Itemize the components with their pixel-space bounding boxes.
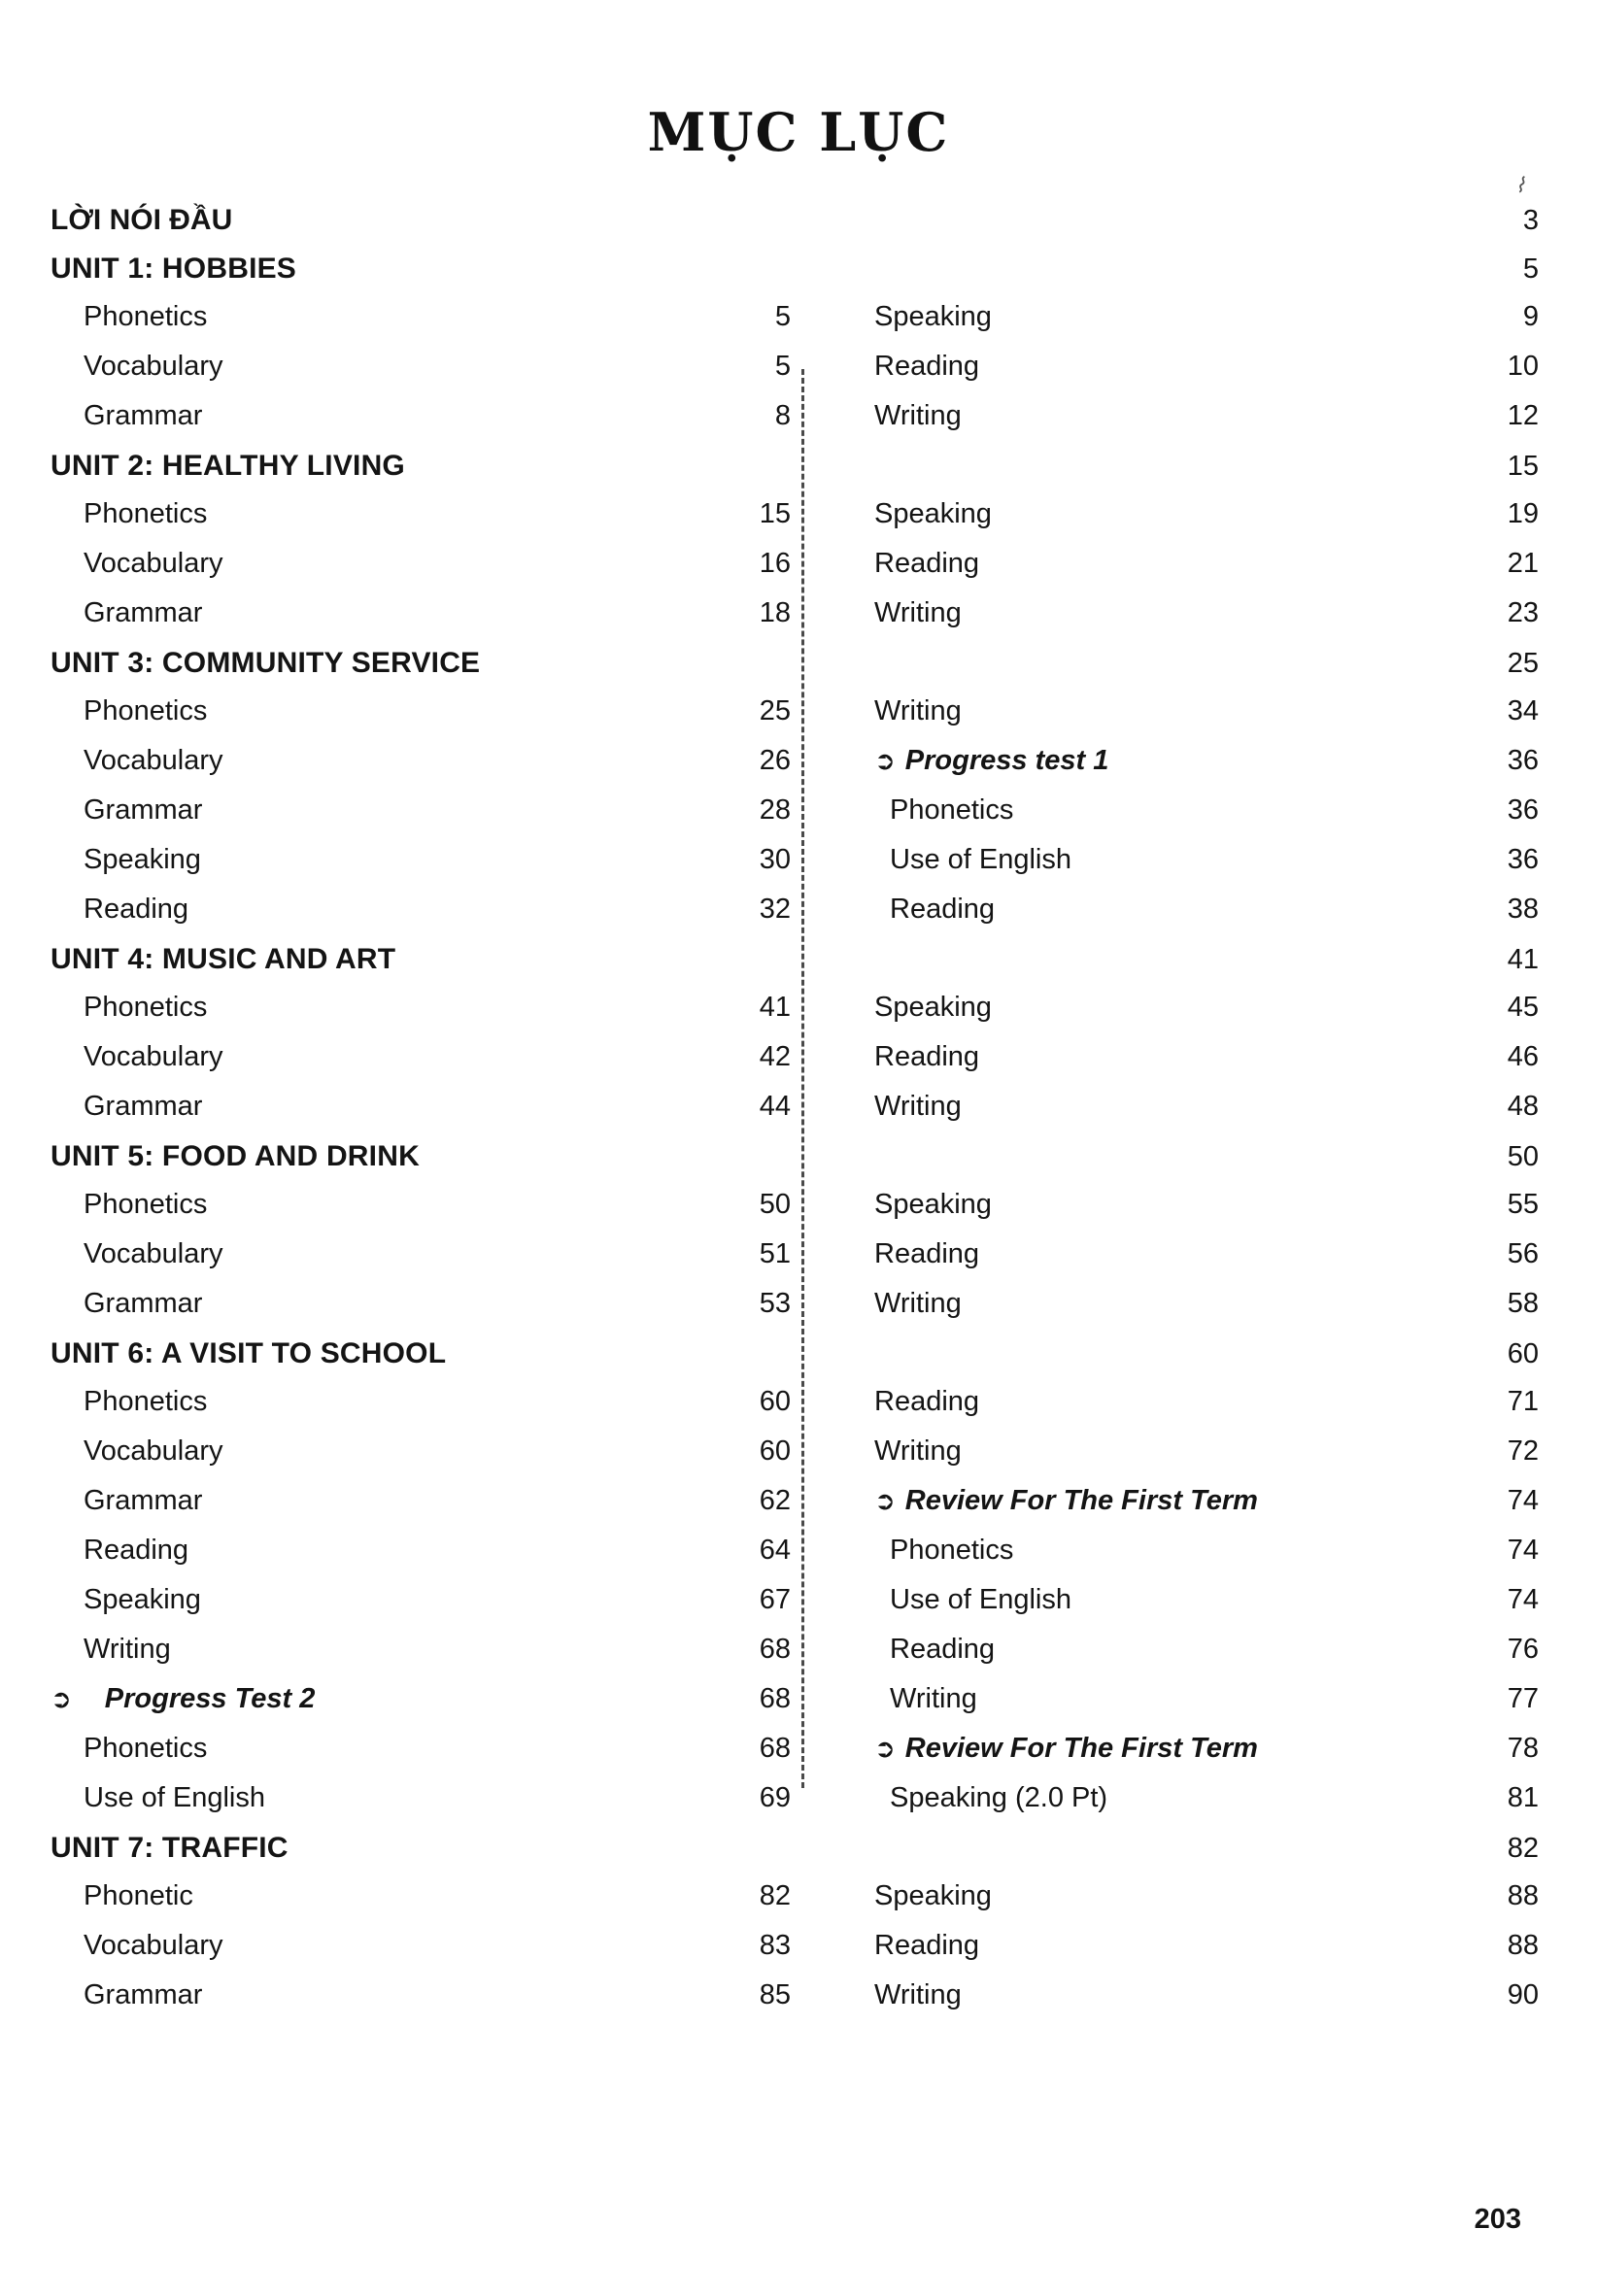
page-title: MỤC LỤC [647,101,950,163]
toc-entry-label[interactable]: Phonetics [84,301,208,332]
toc-entry-label[interactable]: Speaking [874,1880,992,1911]
toc-entry-page-right: 88 [1507,1880,1539,1911]
toc-row-left [51,1339,798,1368]
bullet-arrow-icon: ➲ [51,1684,72,1713]
bullet-arrow-icon: ➲ [874,1486,896,1515]
toc-entry-label[interactable]: Speaking [84,1584,201,1615]
toc-entry-page-right: 9 [1522,301,1539,332]
toc-entry-label[interactable]: Writing [874,695,962,726]
toc-row [51,1636,1539,1664]
toc-entry-page-left: 28 [759,794,791,826]
toc-entry-label[interactable]: Use of English [890,844,1071,875]
toc-row-left [51,353,798,381]
toc-entry-label[interactable]: Phonetics [84,695,208,726]
toc-entry-label[interactable]: Phonetics [84,1733,208,1764]
toc-row [51,895,1539,924]
toc-row-left [51,895,798,924]
toc-row [51,1834,1539,1863]
toc-entry-label[interactable]: Phonetics [890,794,1014,826]
toc-row-right [798,1586,1539,1614]
toc-entry-label[interactable]: Reading [874,351,980,382]
toc-row-left [51,994,798,1022]
toc-row-right [798,1932,1539,1960]
toc-entry-page-left: 68 [759,1683,791,1714]
toc-row-left [51,747,798,775]
toc-row-right [798,946,1539,974]
toc-entry-page-right: 72 [1507,1435,1539,1467]
toc-row-right [798,550,1539,578]
toc-entry-page-left: 67 [759,1584,791,1615]
toc-entry-label[interactable]: Speaking [84,844,201,875]
toc-row-right [798,1093,1539,1121]
toc-row [51,1240,1539,1268]
toc-entry-page-left: 83 [759,1930,791,1961]
toc-row-right [798,1735,1539,1763]
toc-entry-page-left: 60 [759,1435,791,1467]
toc-row-left [51,945,798,974]
toc-row-left [51,1586,798,1614]
toc-entry-label[interactable]: Phonetics [84,1189,208,1220]
toc-unit-heading[interactable]: UNIT 1: HOBBIES [51,253,297,285]
toc-entry-label[interactable]: Phonetics [84,1386,208,1417]
toc-unit-heading[interactable]: LỜI NÓI ĐẦU [51,204,233,236]
toc-row-left [51,649,798,678]
toc-row [51,1784,1539,1812]
toc-entry-page-right: 12 [1507,400,1539,431]
toc-unit-heading[interactable]: UNIT 4: MUSIC AND ART [51,943,396,975]
toc-row-right [798,1388,1539,1416]
toc-entry-page-left: 62 [759,1485,791,1516]
toc-row [51,1339,1539,1368]
toc-entry-label[interactable]: Grammar [84,1288,203,1319]
toc-entry-page-right: 23 [1507,597,1539,628]
toc-entry-label[interactable]: Phonetics [84,992,208,1023]
toc-entry-page-left: 42 [759,1041,791,1072]
toc-row-right [798,1143,1539,1171]
toc-entry-label[interactable]: Reading [874,1238,980,1269]
toc-entry-label[interactable]: Grammar [84,794,203,826]
toc-row-right [798,895,1539,924]
toc-entry-label[interactable]: Vocabulary [84,351,223,382]
toc-row-right [798,303,1539,331]
toc-row-right [798,1536,1539,1565]
toc-row-right [798,255,1539,284]
toc-unit-heading[interactable]: UNIT 2: HEALTHY LIVING [51,450,405,482]
toc-entry-page-right: 36 [1507,844,1539,875]
toc-entry-page-right: 77 [1507,1683,1539,1714]
toc-row-left [51,1784,798,1812]
toc-entry-page-left: 68 [759,1634,791,1665]
toc-row-left [51,206,798,235]
toc-entry-label[interactable]: Grammar [84,597,203,628]
toc-row-left [51,1636,798,1664]
toc-row [51,1882,1539,1910]
toc-entry-label[interactable]: Vocabulary [84,745,223,776]
toc-entry-page-left: 18 [759,597,791,628]
toc-row-left [51,1043,798,1071]
toc-entry-page-left: 26 [759,745,791,776]
toc-entry-label[interactable]: Reading [874,1386,980,1417]
toc-entry-label[interactable]: Reading [874,1041,980,1072]
toc-row [51,796,1539,825]
toc-entry-page-left: 41 [759,992,791,1023]
toc-row-right [798,1043,1539,1071]
toc-row-right [798,1636,1539,1664]
toc-entry-label[interactable]: Vocabulary [84,1041,223,1072]
toc-entry-page-right: 36 [1507,794,1539,826]
toc-row-left [51,500,798,528]
toc-entry-page-right: 46 [1507,1041,1539,1072]
toc-row-left [51,1191,798,1219]
toc-entry-page-right: 36 [1507,745,1539,776]
toc-entry-label[interactable]: Writing [874,597,962,628]
stray-pen-mark: ⌇ [1512,171,1531,199]
toc-row-right [798,453,1539,481]
toc-row [51,1043,1539,1071]
toc-entry-page-left: 25 [759,695,791,726]
toc-entry-label[interactable]: Speaking [874,498,992,529]
toc-entry-page-right: 25 [1507,648,1539,679]
toc-row-right [798,1882,1539,1910]
toc-entry-page-left: 15 [759,498,791,529]
toc-row [51,994,1539,1022]
toc-row [51,1487,1539,1515]
toc-row [51,1536,1539,1565]
toc-unit-heading[interactable]: UNIT 6: A VISIT TO SCHOOL [51,1337,447,1369]
toc-row [51,1932,1539,1960]
toc-row-left [51,1735,798,1763]
toc-entry-page-right: 76 [1507,1634,1539,1665]
toc-entry-label[interactable]: Writing [874,1979,962,2010]
toc-entry-page-right: 78 [1507,1733,1539,1764]
bullet-arrow-icon: ➲ [874,746,896,775]
toc-row [51,1093,1539,1121]
toc-row-left [51,452,798,481]
toc-entry-page-right: 34 [1507,695,1539,726]
toc-row [51,1388,1539,1416]
toc-entry-page-right: 71 [1507,1386,1539,1417]
toc-entry-page-right: 45 [1507,992,1539,1023]
toc-row-left [51,1093,798,1121]
footer-page-number: 203 [1474,2204,1521,2235]
toc-entry-label[interactable]: Reading [890,894,996,925]
toc-entry-label[interactable]: Grammar [84,1485,203,1516]
toc-row-left [51,1882,798,1910]
toc-unit-heading[interactable]: UNIT 7: TRAFFIC [51,1832,289,1864]
toc-rows [51,206,1539,2009]
toc-entry-page-right: 38 [1507,894,1539,925]
toc-entry-page-right: 50 [1507,1141,1539,1172]
toc-section-heading[interactable]: Progress test 1 [904,745,1109,776]
toc-row-right [798,1340,1539,1368]
toc-entry-label[interactable]: Use of English [84,1782,265,1813]
toc-entry-page-right: 82 [1507,1833,1539,1864]
toc-row [51,254,1539,284]
toc-entry-label[interactable]: Reading [874,1930,980,1961]
toc-row-right [798,402,1539,430]
toc-entry-page-right: 41 [1507,944,1539,975]
toc-entry-page-left: 69 [759,1782,791,1813]
toc-entry-page-left: 30 [759,844,791,875]
toc-entry-label[interactable]: Reading [874,548,980,579]
toc-row [51,353,1539,381]
toc-row-left [51,303,798,331]
table-of-contents [0,206,1597,2009]
bullet-arrow-icon: ➲ [874,1734,896,1763]
toc-row-left [51,1834,798,1863]
toc-row-left [51,1290,798,1318]
toc-entry-label[interactable]: Phonetic [84,1880,193,1911]
toc-row [51,1437,1539,1466]
toc-entry-page-left: 60 [759,1386,791,1417]
toc-row-left [51,550,798,578]
toc-entry-label[interactable]: Writing [874,1091,962,1122]
toc-row [51,1586,1539,1614]
toc-row-right [798,1290,1539,1318]
toc-row-right [798,599,1539,627]
toc-entry-page-right: 58 [1507,1288,1539,1319]
toc-row-left [51,402,798,430]
toc-row-right [798,650,1539,678]
toc-entry-page-right: 48 [1507,1091,1539,1122]
toc-row [51,846,1539,874]
toc-entry-label[interactable]: Reading [890,1634,996,1665]
toc-row-right [798,1685,1539,1713]
toc-entry-label[interactable]: Vocabulary [84,1930,223,1961]
toc-row-left [51,254,798,284]
toc-row [51,500,1539,528]
toc-row-right [798,1191,1539,1219]
toc-row-right [798,796,1539,825]
toc-section-heading[interactable]: Review For The First Term [904,1733,1258,1764]
toc-row-right [798,1784,1539,1812]
toc-entry-page-left: 53 [759,1288,791,1319]
toc-entry-label[interactable]: Speaking [874,301,992,332]
toc-row-right [798,1240,1539,1268]
toc-entry-label[interactable]: Writing [874,400,962,431]
toc-entry-label[interactable]: Progress Test 2 [104,1683,316,1714]
toc-row-left [51,1487,798,1515]
toc-row [51,303,1539,331]
toc-row [51,402,1539,430]
toc-row-right [798,994,1539,1022]
toc-entry-page-left: 64 [759,1535,791,1566]
toc-entry-label[interactable]: Vocabulary [84,1435,223,1467]
toc-row [51,649,1539,678]
toc-section-heading[interactable]: Review For The First Term [904,1485,1258,1516]
toc-entry-label[interactable]: Reading [84,1535,189,1566]
toc-entry-page-left: 50 [759,1189,791,1220]
toc-entry-page-left: 5 [774,301,791,332]
toc-entry-page-right: 74 [1507,1584,1539,1615]
toc-entry-page-left: 68 [759,1733,791,1764]
toc-row [51,1191,1539,1219]
toc-entry-label[interactable]: Vocabulary [84,548,223,579]
toc-row-left [51,1240,798,1268]
toc-entry-label[interactable]: Writing [890,1683,977,1714]
toc-unit-heading[interactable]: UNIT 5: FOOD AND DRINK [51,1140,420,1172]
toc-row-left [51,1142,798,1171]
toc-entry-page-right: 55 [1507,1189,1539,1220]
toc-entry-page-right: 3 [1522,205,1539,236]
toc-entry-page-left: 82 [759,1880,791,1911]
toc-entry-label[interactable]: Grammar [84,400,203,431]
toc-row [51,1981,1539,2009]
toc-row-right [798,1835,1539,1863]
toc-entry-page-right: 10 [1507,351,1539,382]
toc-row-right [798,747,1539,775]
toc-entry-page-right: 56 [1507,1238,1539,1269]
toc-entry-page-left: 5 [774,351,791,382]
toc-row [51,452,1539,481]
toc-row-right [798,1437,1539,1466]
toc-entry-page-left: 8 [774,400,791,431]
toc-row-left [51,1981,798,2009]
toc-row-right [798,353,1539,381]
toc-row [51,206,1539,235]
toc-entry-label[interactable]: Reading [84,894,189,925]
toc-entry-label[interactable]: Speaking [874,992,992,1023]
toc-row-left [51,1685,798,1713]
toc-entry-page-left: 85 [759,1979,791,2010]
toc-entry-label[interactable]: Speaking (2.0 Pt) [890,1782,1108,1813]
toc-row-right [798,207,1539,235]
toc-row-right [798,846,1539,874]
toc-row [51,1290,1539,1318]
toc-entry-label[interactable]: Vocabulary [84,1238,223,1269]
toc-entry-page-right: 19 [1507,498,1539,529]
toc-row [51,747,1539,775]
toc-row-left [51,846,798,874]
toc-row-left [51,599,798,627]
toc-entry-page-right: 74 [1507,1485,1539,1516]
toc-entry-page-right: 88 [1507,1930,1539,1961]
toc-entry-page-right: 74 [1507,1535,1539,1566]
toc-entry-label[interactable]: Writing [874,1435,962,1467]
toc-entry-label[interactable]: Writing [84,1634,171,1665]
toc-entry-page-left: 32 [759,894,791,925]
toc-row [51,697,1539,726]
toc-row [51,599,1539,627]
toc-row-left [51,1437,798,1466]
toc-entry-page-right: 15 [1507,451,1539,482]
toc-row [51,1142,1539,1171]
column-divider [801,369,804,1788]
toc-row-right [798,697,1539,726]
toc-row-right [798,1981,1539,2009]
toc-row-left [51,697,798,726]
toc-entry-page-left: 51 [759,1238,791,1269]
toc-row-left [51,1388,798,1416]
toc-entry-label[interactable]: Grammar [84,1979,203,2010]
toc-entry-label[interactable]: Writing [874,1288,962,1319]
toc-row-left [51,1932,798,1960]
toc-unit-heading[interactable]: UNIT 3: COMMUNITY SERVICE [51,647,481,679]
toc-entry-label[interactable]: Phonetics [84,498,208,529]
toc-entry-page-left: 44 [759,1091,791,1122]
toc-entry-label[interactable]: Grammar [84,1091,203,1122]
toc-entry-page-left: 16 [759,548,791,579]
toc-row-right [798,1487,1539,1515]
toc-row [51,550,1539,578]
toc-entry-label[interactable]: Use of English [890,1584,1071,1615]
toc-entry-page-right: 21 [1507,548,1539,579]
toc-row-left [51,1536,798,1565]
toc-row-right [798,500,1539,528]
toc-entry-page-right: 90 [1507,1979,1539,2010]
toc-row [51,1685,1539,1713]
toc-row [51,1735,1539,1763]
toc-row [51,945,1539,974]
toc-entry-page-right: 5 [1522,253,1539,285]
toc-entry-label[interactable]: Phonetics [890,1535,1014,1566]
toc-entry-page-right: 81 [1507,1782,1539,1813]
toc-entry-label[interactable]: Speaking [874,1189,992,1220]
toc-row-left [51,796,798,825]
toc-entry-page-right: 60 [1507,1338,1539,1369]
